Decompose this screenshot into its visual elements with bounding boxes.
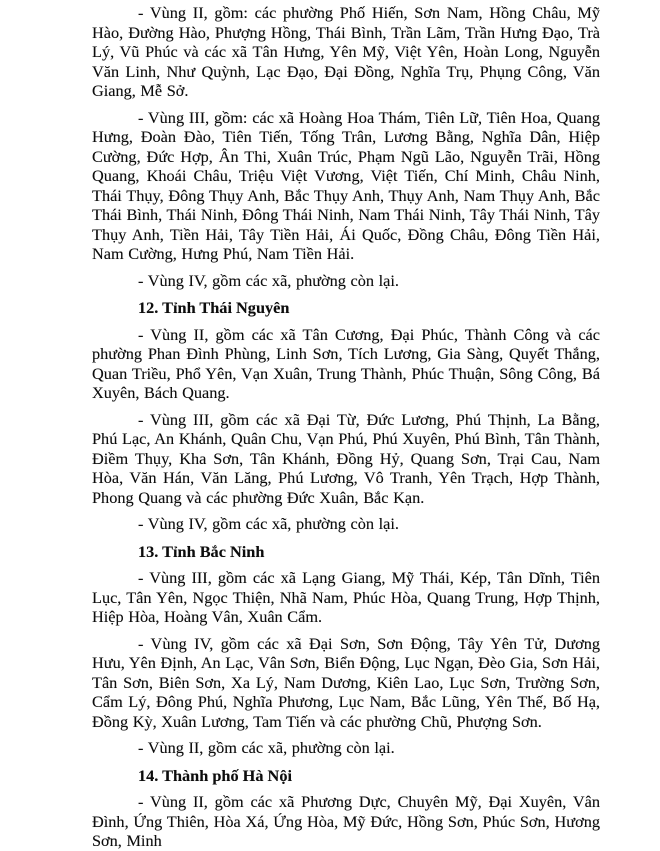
paragraph-vung-ii-wards-list: - Vùng II, gồm: các phường Phố Hiến, Sơn Nam, Hồng Châu, Mỹ Hào, Đường Hào, Phượng Hồng, Thái Bình, Trần Lãm, Trần Hưng Đạo, Trà Lý, Vũ Phúc và các xã Tân Hưng, Yên Mỹ, Việt Yên, Hoàn Long, Nguyễn Văn Linh, Như Quỳnh, Lạc Đạo, Đại Đồng, Nghĩa Trụ, Phụng Công, Văn Giang, Mễ Sở.	[92, 3, 600, 100]
paragraph-thai-nguyen-vung-iii: - Vùng III, gồm các xã Đại Từ, Đức Lương, Phú Thịnh, La Bằng, Phú Lạc, An Khánh, Quân Chu, Vạn Phú, Phú Xuyên, Phú Bình, Tân Thành, Điềm Thụy, Kha Sơn, Tân Khánh, Đồng Hỷ, Quang Sơn, Trại Cau, Nam Hòa, Văn Hán, Văn Lăng, Phú Lương, Vô Tranh, Yên Trạch, Hợp Thành, Phong Quang và các phường Đức Xuân, Bắc Kạn.	[92, 409, 600, 507]
paragraph-thai-nguyen-vung-iv: - Vùng IV, gồm các xã, phường còn lại.	[138, 514, 399, 533]
paragraph-bac-ninh-vung-iv: - Vùng IV, gồm các xã Đại Sơn, Sơn Động, Tây Yên Tử, Dương Hưu, Yên Định, An Lạc, Vân Sơn, Biển Động, Lục Ngạn, Đèo Gia, Sơn Hải, Tân Sơn, Biên Sơn, Xa Lý, Nam Dương, Kiên Lao, Lục Sơn, Trường Sơn, Cẩm Lý, Đông Phú, Nghĩa Phương, Lục Nam, Bắc Lũng, Yên Thế, Bố Hạ, Đồng Kỳ, Xuân Lương, Tam Tiến và các phường Chũ, Phượng Sơn.	[92, 633, 600, 731]
paragraph-thai-nguyen-vung-ii: - Vùng II, gồm các xã Tân Cương, Đại Phúc, Thành Công và các phường Phan Đình Phùng, Linh Sơn, Tích Lương, Gia Sàng, Quyết Thắng, Quan Triều, Phổ Yên, Vạn Xuân, Trung Thành, Phúc Thuận, Sông Công, Bá Xuyên, Bách Quang.	[92, 324, 600, 402]
heading-13-tinh-bac-ninh: 13. Tỉnh Bắc Ninh	[138, 541, 265, 561]
paragraph-bac-ninh-vung-iii: - Vùng III, gồm các xã Lạng Giang, Mỹ Thái, Kép, Tân Dĩnh, Tiên Lục, Tân Yên, Ngọc Thiện, Nhã Nam, Phúc Hòa, Quang Trung, Hợp Thịnh, Hiệp Hòa, Hoàng Vân, Xuân Cẩm.	[92, 568, 600, 626]
paragraph-ha-noi-vung-ii: - Vùng II, gồm các xã Phương Dực, Chuyên Mỹ, Đại Xuyên, Vân Đình, Ứng Thiên, Hòa Xá, Ứng Hòa, Mỹ Đức, Hồng Sơn, Phúc Sơn, Hương Sơn, Minh	[92, 792, 600, 850]
paragraph-bac-ninh-vung-ii: - Vùng II, gồm các xã, phường còn lại.	[138, 738, 395, 757]
heading-12-tinh-thai-nguyen: 12. Tỉnh Thái Nguyên	[138, 298, 290, 317]
paragraph-vung-iii-communes-list: - Vùng III, gồm: các xã Hoàng Hoa Thám, Tiên Lữ, Tiên Hoa, Quang Hưng, Đoàn Đào, Tiên Tiến, Tống Trân, Lương Bằng, Nghĩa Dân, Hiệp Cường, Đức Hợp, Ân Thi, Xuân Trúc, Phạm Ngũ Lão, Nguyễn Trãi, Hồng Quang, Khoái Châu, Triệu Việt Vương, Việt Tiến, Chí Minh, Châu Ninh, Thái Thụy, Đông Thụy Anh, Bắc Thụy Anh, Thụy Anh, Nam Thụy Anh, Bắc Thái Bình, Thái Ninh, Đông Thái Ninh, Nam Thái Ninh, Tây Thái Ninh, Tây Thụy Anh, Tiền Hải, Tây Tiền Hải, Ái Quốc, Đồng Châu, Đông Tiền Hải, Nam Cường, Hưng Phú, Nam Tiền Hải.	[92, 107, 600, 263]
paragraph-vung-iv-remainder: - Vùng IV, gồm các xã, phường còn lại.	[138, 270, 399, 290]
heading-14-thanh-pho-ha-noi: 14. Thành phố Hà Nội	[138, 765, 292, 785]
